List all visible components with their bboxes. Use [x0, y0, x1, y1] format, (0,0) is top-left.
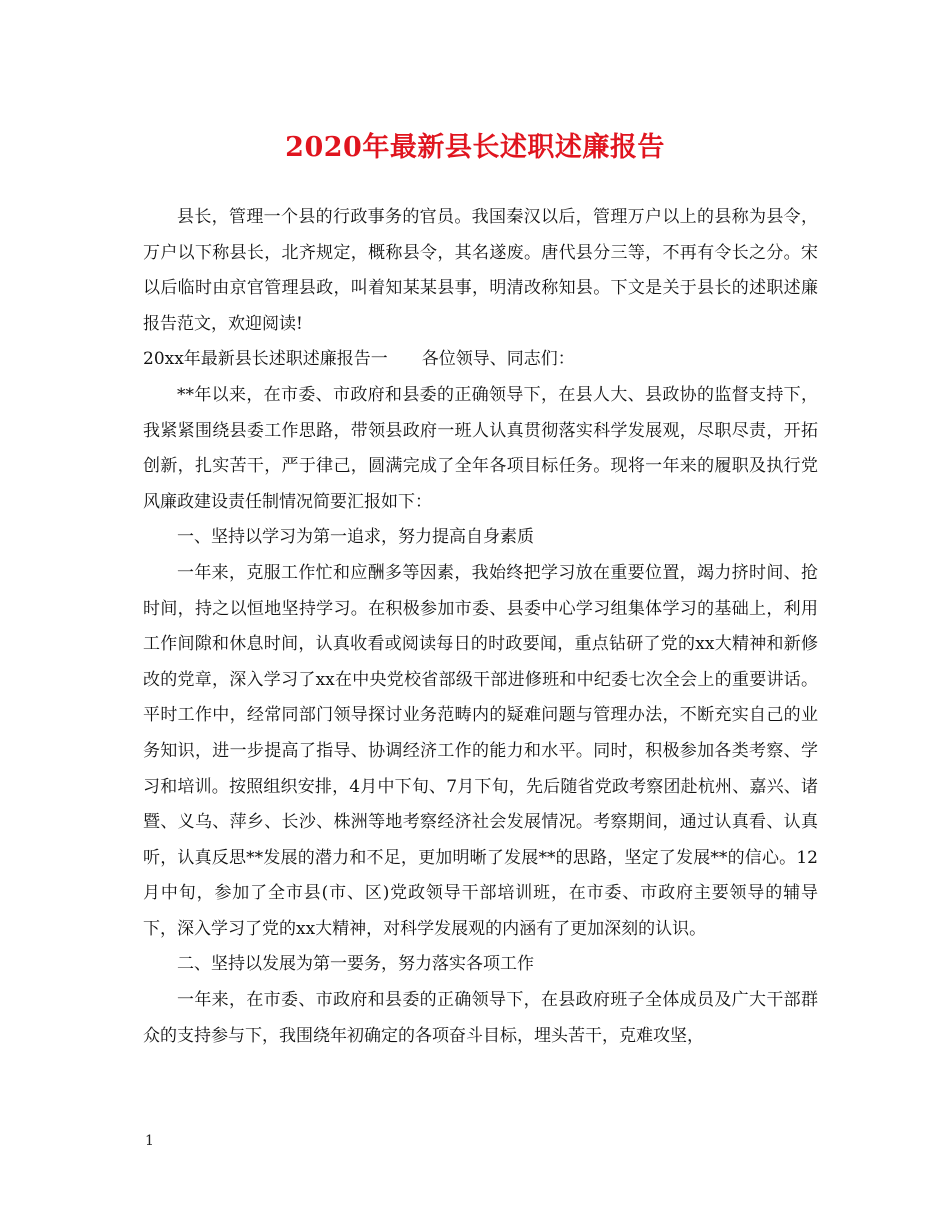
- paragraph-summary: **年以来，在市委、市政府和县委的正确领导下，在县人大、县政协的监督支持下，我紧紧围绕县委工作思路，带领县政府一班人认真贯彻落实科学发展观，尽职尽责，开拓创新，扎实苦干，严于律己，圆满完成了全年各项目标任务。现将一年来的履职及执行党风廉政建设责任制情况简要汇报如下：: [143, 384, 818, 512]
- paragraph-intro: 县长，管理一个县的行政事务的官员。我国秦汉以后，管理万户以上的县称为县令，万户以下称县长，北齐规定，概称县令，其名遂废。唐代县分三等，不再有令长之分。宋以后临时由京官管理县政，叫着知某某县事，明清改称知县。下文是关于县长的述职述廉报告范文，欢迎阅读!: [143, 207, 818, 334]
- document-title: 2020年最新县长述职述廉报告: [285, 132, 665, 163]
- paragraph-report-heading: 20xx年最新县长述职述廉报告一 各位领导、同志们：: [143, 349, 575, 370]
- page-number: 1: [145, 1133, 154, 1149]
- document-body: [143, 200, 818, 1054]
- section-heading-study: 一、坚持以学习为第一追求，努力提高自身素质: [177, 527, 534, 548]
- paragraph-development: 一年来，在市委、市政府和县委的正确领导下，在县政府班子全体成员及广大干部群众的支持参与下，我围绕年初确定的各项奋斗目标，埋头苦干，克难攻坚，: [143, 990, 818, 1046]
- paragraph-study: 一年来，克服工作忙和应酬多等因素，我始终把学习放在重要位置，竭力挤时间、抢时间，持之以恒地坚持学习。在积极参加市委、县委中心学习组集体学习的基础上，利用工作间隙和休息时间，认真收看或阅读每日的时政要闻，重点钻研了党的xx大精神和新修改的党章，深入学习了xx在中央党校省部级干部进修班和中纪委七次全会上的重要讲话。平时工作中，经常同部门领导探讨业务范畴内的疑难问题与管理办法，不断充实自己的业务知识，进一步提高了指导、协调经济工作的能力和水平。同时，积极参加各类考察、学习和培训。按照组织安排，4月中下旬、7月下旬，先后随省党政考察团赴杭州、嘉兴、诸暨、义乌、萍乡、长沙、株洲等地考察经济社会发展情况。考察期间，通过认真看、认真听，认真反思**发展的潜力和不足，更加明晰了发展**的思路，坚定了发展**的信心。12月中旬，参加了全市县(市、区)党政领导干部培训班，在市委、市政府主要领导的辅导下，深入学习了党的xx大精神，对科学发展观的内涵有了更加深刻的认识。: [143, 562, 818, 939]
- section-heading-development: 二、坚持以发展为第一要务，努力落实各项工作: [177, 954, 534, 975]
